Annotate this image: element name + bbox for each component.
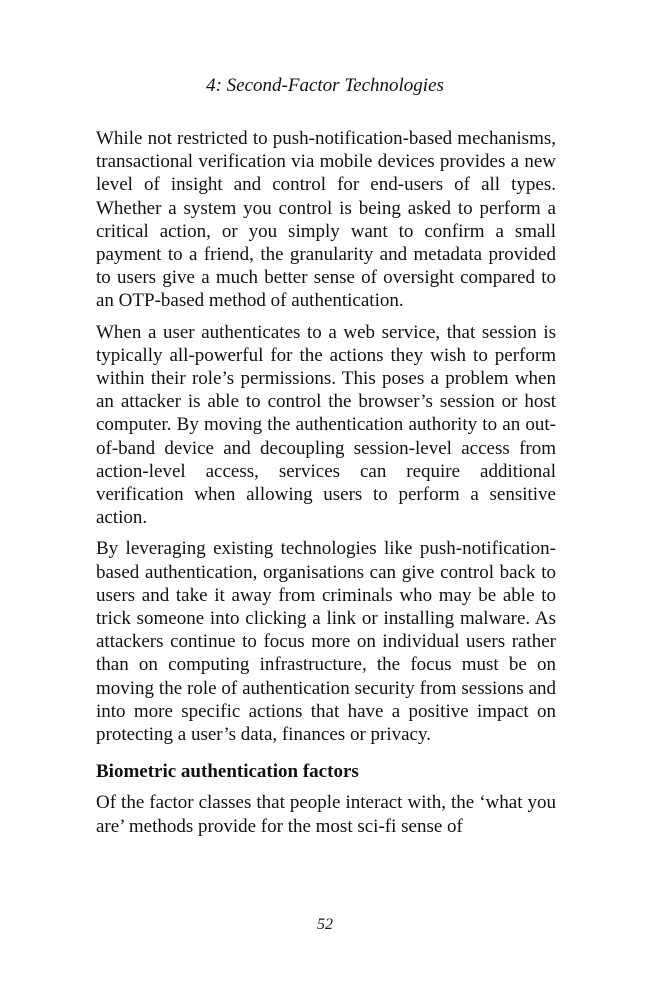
section-heading: Biometric authentication factors bbox=[96, 761, 359, 783]
paragraph-session-authentication: When a user authenticates to a web service, that session is typically all-powerful for the actions they wish to perform within their role’s permissions. This poses a problem when an attacker is able to control the browser’s session or host computer. By moving the authentication authority to an out-of-band device and decoupling session-level access from action-level access, services can require additional verification when allowing users to perform a sensitive action. bbox=[96, 321, 556, 529]
paragraph-transactional-verification: While not restricted to push-notification-based mechanisms, transactional verification via mobile devices provides a new level of insight and control for end-users of all types. Whether a system you control is being asked to perform a critical action, or you simply want to confirm a small payment to a friend, the granularity and metadata provided to users give a much better sense of oversight compared to an OTP-based method of authentication. bbox=[96, 128, 556, 312]
page-number: 52 bbox=[317, 916, 333, 933]
paragraph-biometric-intro: Of the factor classes that people interact with, the ‘what you are’ methods provide for the most sci-fi sense of bbox=[96, 792, 556, 837]
running-header: 4: Second-Factor Technologies bbox=[206, 75, 444, 96]
body-text bbox=[96, 127, 556, 846]
paragraph-push-notification: By leveraging existing technologies like push-notification-based authentication, organisations can give control back to users and take it away from criminals who may be able to trick someone into clicking a link or installing malware. As attackers continue to focus more on individual users rather than on computing infrastructure, the focus must be on moving the role of authentication security from sessions and into more specific actions that have a positive impact on protecting a user’s data, finances or privacy. bbox=[96, 538, 556, 746]
